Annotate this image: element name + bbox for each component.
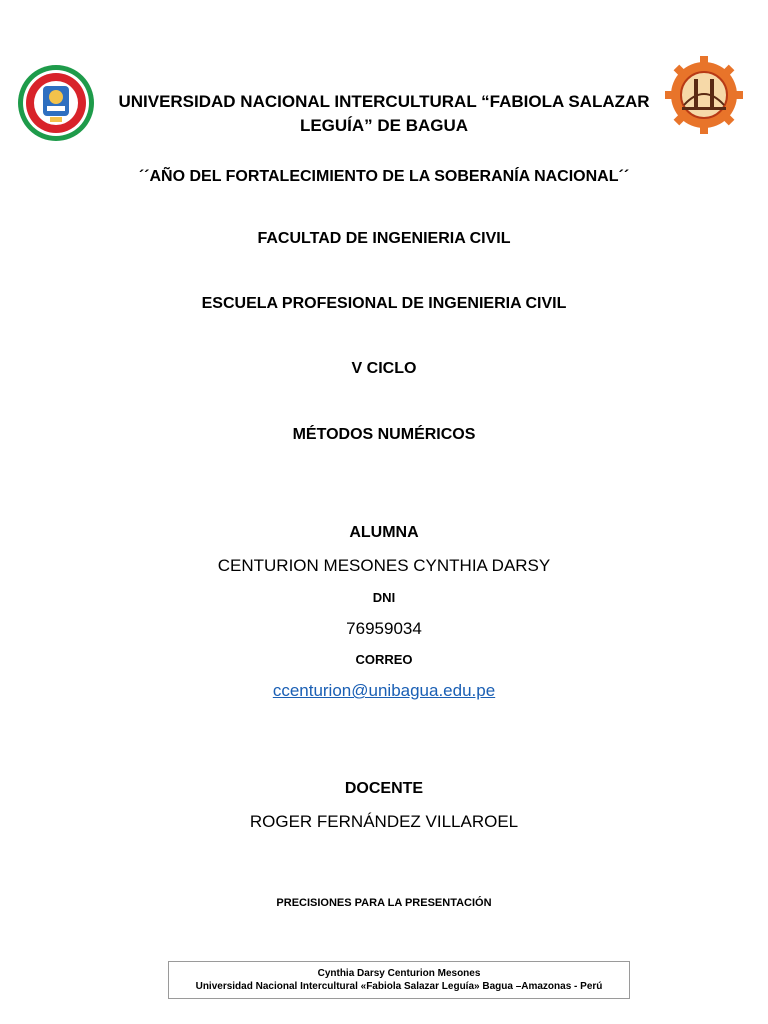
email-link[interactable]: ccenturion@unibagua.edu.pe [272,681,496,700]
teacher-name: ROGER FERNÁNDEZ VILLAROEL [249,812,519,831]
footer-author: Cynthia Darsy Centurion Mesones [317,968,481,979]
course-name: MÉTODOS NUMÉRICOS [292,426,476,443]
faculty-name: FACULTAD DE INGENIERIA CIVIL [257,230,511,247]
precisiones-heading: PRECISIONES PARA LA PRESENTACIÓN [276,897,492,909]
footer-institution: Universidad Nacional Intercultural «Fabiola Salazar Leguía» Bagua –Amazonas - Perú [195,981,603,992]
ingenieria-civil-gear-icon [664,55,744,135]
footer-box [168,961,630,999]
university-title: UNIVERSIDAD NACIONAL INTERCULTURAL “FABIOLA SALAZAR LEGUÍA” DE BAGUA [118,92,650,135]
email-label: CORREO [355,652,413,667]
student-name: CENTURION MESONES CYNTHIA DARSY [217,556,551,575]
dni-label: DNI [372,590,396,605]
cycle: V CICLO [351,360,417,377]
university-seal-icon [17,64,95,142]
school-name: ESCUELA PROFESIONAL DE INGENIERIA CIVIL [201,295,567,312]
year-motto: ´´AÑO DEL FORTALECIMIENTO DE LA SOBERANÍA NACIONAL´´ [138,168,630,185]
student-label: ALUMNA [349,524,419,541]
dni-value: 76959034 [346,619,422,638]
teacher-label: DOCENTE [344,780,424,797]
